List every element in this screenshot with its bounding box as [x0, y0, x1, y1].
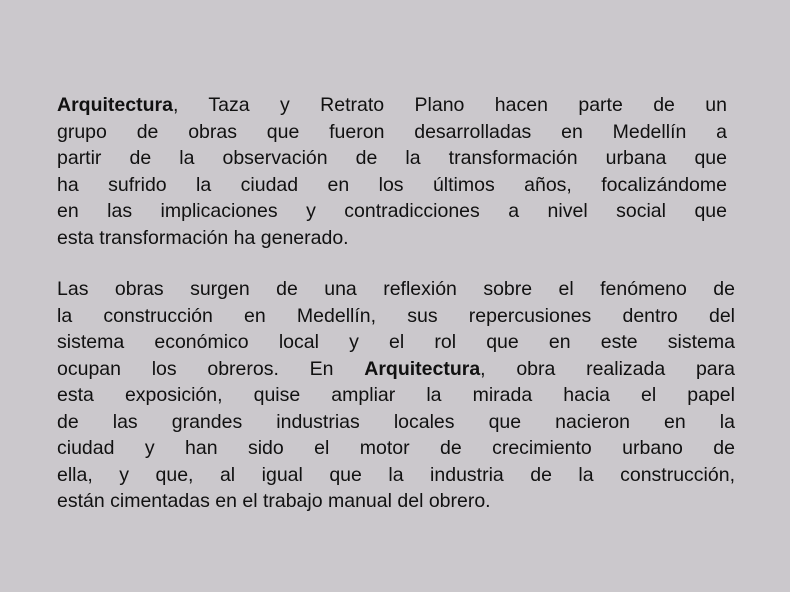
line-text: Las obras surgen de una reflexión sobre el fenómeno de: [57, 278, 735, 300]
paragraph-1: [57, 92, 727, 251]
line-text: esta exposición, quise ampliar la mirada hacia el papel: [57, 384, 735, 406]
paragraph-2: [57, 276, 735, 515]
text-line: [57, 409, 735, 436]
text-line: [57, 92, 727, 119]
line-text: , Taza y Retrato Plano hacen parte de un: [172, 94, 727, 116]
text-line: [57, 119, 727, 146]
line-text: grupo de obras que fueron desarrolladas en Medellín a: [57, 120, 727, 143]
line-text: ciudad y han sido el motor de crecimiento urbano de: [57, 437, 735, 459]
line-text: la construcción en Medellín, sus repercusiones dentro del: [57, 304, 735, 327]
text-line: [57, 198, 727, 225]
text-line: [57, 225, 727, 252]
text-line: [57, 356, 735, 383]
text-line: [57, 303, 735, 330]
line-text: esta transformación ha generado.: [57, 226, 349, 249]
bold-term: Arquitectura: [57, 94, 173, 116]
bold-term: Arquitectura: [364, 357, 481, 380]
line-text: partir de la observación de la transformación urbana que: [57, 147, 727, 169]
text-line: [57, 145, 727, 172]
line-text: están cimentadas en el trabajo manual del obrero.: [57, 490, 491, 512]
text-line: [57, 276, 735, 303]
line-text: ocupan los obreros. En: [57, 357, 365, 380]
text-line: [57, 382, 735, 409]
line-text: de las grandes industrias locales que nacieron en la: [57, 410, 735, 433]
text-line: [57, 488, 735, 515]
line-text: ella, y que, al igual que la industria de la construcción,: [57, 463, 735, 486]
text-line: [57, 172, 727, 199]
line-text: sistema económico local y el rol que en este sistema: [57, 331, 735, 353]
line-text: en las implicaciones y contradicciones a nivel social que: [57, 200, 727, 222]
line-text: , obra realizada para: [480, 357, 735, 380]
text-line: [57, 329, 735, 356]
text-line: [57, 435, 735, 462]
line-text: ha sufrido la ciudad en los últimos años, focalizándome: [57, 173, 727, 196]
text-line: [57, 462, 735, 489]
